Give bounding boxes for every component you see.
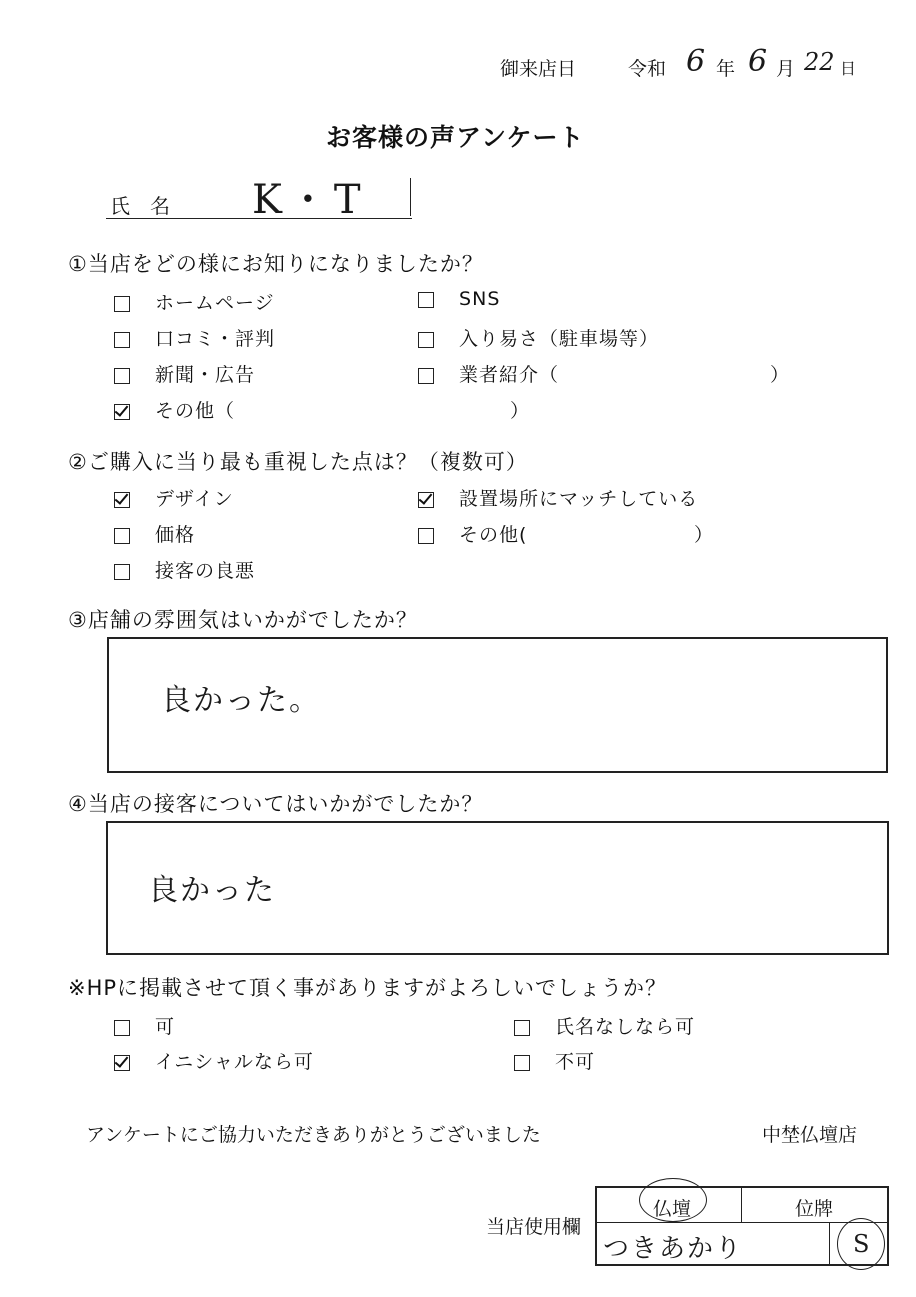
checkbox-checked[interactable] bbox=[114, 1055, 130, 1071]
q1-option-easy-access[interactable]: 入り易さ（駐車場等） bbox=[418, 324, 659, 351]
visit-date-label: 御来店日 bbox=[500, 58, 577, 80]
checkbox[interactable] bbox=[114, 528, 130, 544]
hp-option-initials[interactable]: イニシャルなら可 bbox=[114, 1047, 314, 1074]
q2-option-service[interactable]: 接客の良悪 bbox=[114, 556, 255, 583]
q2-option-price[interactable]: 価格 bbox=[114, 520, 195, 547]
hp-question: ※HPに掲載させて頂く事がありますがよろしいでしょうか？ bbox=[68, 976, 668, 1000]
circle-mark bbox=[837, 1218, 885, 1270]
q1-option-word-of-mouth[interactable]: 口コミ・評判 bbox=[114, 324, 275, 351]
q2-question: ②ご購入に当り最も重視した点は？（複数可） bbox=[68, 450, 528, 474]
checkbox[interactable] bbox=[114, 296, 130, 312]
usage-table bbox=[595, 1186, 889, 1266]
checkbox[interactable] bbox=[114, 564, 130, 580]
usage-col2: 位牌 bbox=[795, 1198, 834, 1220]
month-unit: 月 bbox=[776, 58, 796, 80]
usage-note: つきあかり bbox=[603, 1234, 744, 1264]
hp-option-allowed[interactable]: 可 bbox=[114, 1012, 175, 1039]
year-value: 6 bbox=[686, 44, 706, 79]
q1-option-homepage[interactable]: ホームページ bbox=[114, 288, 275, 315]
usage-label: 当店使用欄 bbox=[486, 1216, 582, 1238]
usage-col1: 仏壇 bbox=[653, 1198, 692, 1220]
usage-mark: S bbox=[853, 1230, 870, 1258]
checkbox[interactable] bbox=[418, 528, 434, 544]
checkbox[interactable] bbox=[418, 292, 434, 308]
name-value: K・T bbox=[252, 177, 367, 223]
hp-option-no-name[interactable]: 氏名なしなら可 bbox=[514, 1012, 695, 1039]
q1-other-close: ） bbox=[510, 400, 531, 422]
thanks-text: アンケートにご協力いただきありがとうございました bbox=[86, 1124, 541, 1146]
q4-answer-box[interactable] bbox=[106, 821, 889, 955]
checkbox-checked[interactable] bbox=[114, 492, 130, 508]
q3-answer-box[interactable] bbox=[107, 637, 888, 773]
name-label: 氏 名 bbox=[110, 194, 170, 218]
q1-option-sns[interactable]: SNS bbox=[418, 288, 500, 310]
hp-option-not-allowed[interactable]: 不可 bbox=[514, 1047, 595, 1074]
q2-option-other[interactable]: その他( bbox=[418, 520, 527, 547]
day-value: 22 bbox=[804, 48, 835, 76]
checkbox-checked[interactable] bbox=[114, 404, 130, 420]
checkbox[interactable] bbox=[418, 332, 434, 348]
q1-option-referral[interactable]: 業者紹介（ bbox=[418, 360, 559, 387]
page-title: お客様の声アンケート bbox=[326, 123, 585, 152]
checkbox[interactable] bbox=[514, 1020, 530, 1036]
usage-col-divider bbox=[741, 1188, 742, 1222]
checkbox[interactable] bbox=[114, 368, 130, 384]
q3-answer: 良かった。 bbox=[161, 683, 321, 718]
q2-other-close: ） bbox=[694, 524, 715, 546]
year-unit: 年 bbox=[716, 58, 736, 80]
checkbox-checked[interactable] bbox=[418, 492, 434, 508]
day-unit: 日 bbox=[840, 59, 857, 78]
q4-answer: 良かった bbox=[148, 873, 276, 908]
name-mark bbox=[410, 178, 411, 216]
era-label: 令和 bbox=[628, 58, 667, 80]
usage-mark-divider bbox=[829, 1222, 830, 1264]
q2-option-design[interactable]: デザイン bbox=[114, 484, 234, 511]
checkbox[interactable] bbox=[114, 332, 130, 348]
q4-question: ④当店の接客についてはいかがでしたか？ bbox=[68, 792, 484, 816]
q1-referral-close: ） bbox=[770, 364, 791, 386]
usage-row-divider bbox=[597, 1222, 887, 1223]
store-name: 中埜仏壇店 bbox=[762, 1124, 858, 1146]
checkbox[interactable] bbox=[514, 1055, 530, 1071]
q3-question: ③店舗の雰囲気はいかがでしたか？ bbox=[68, 608, 418, 632]
q2-option-placement[interactable]: 設置場所にマッチしている bbox=[418, 484, 698, 511]
q1-question: ①当店をどの様にお知りになりましたか？ bbox=[68, 252, 484, 276]
q1-option-other[interactable]: その他（ bbox=[114, 396, 235, 423]
checkbox[interactable] bbox=[418, 368, 434, 384]
name-underline bbox=[106, 218, 412, 219]
q1-option-newspaper[interactable]: 新聞・広告 bbox=[114, 360, 255, 387]
circle-mark bbox=[639, 1178, 707, 1222]
month-value: 6 bbox=[748, 44, 768, 79]
checkbox[interactable] bbox=[114, 1020, 130, 1036]
